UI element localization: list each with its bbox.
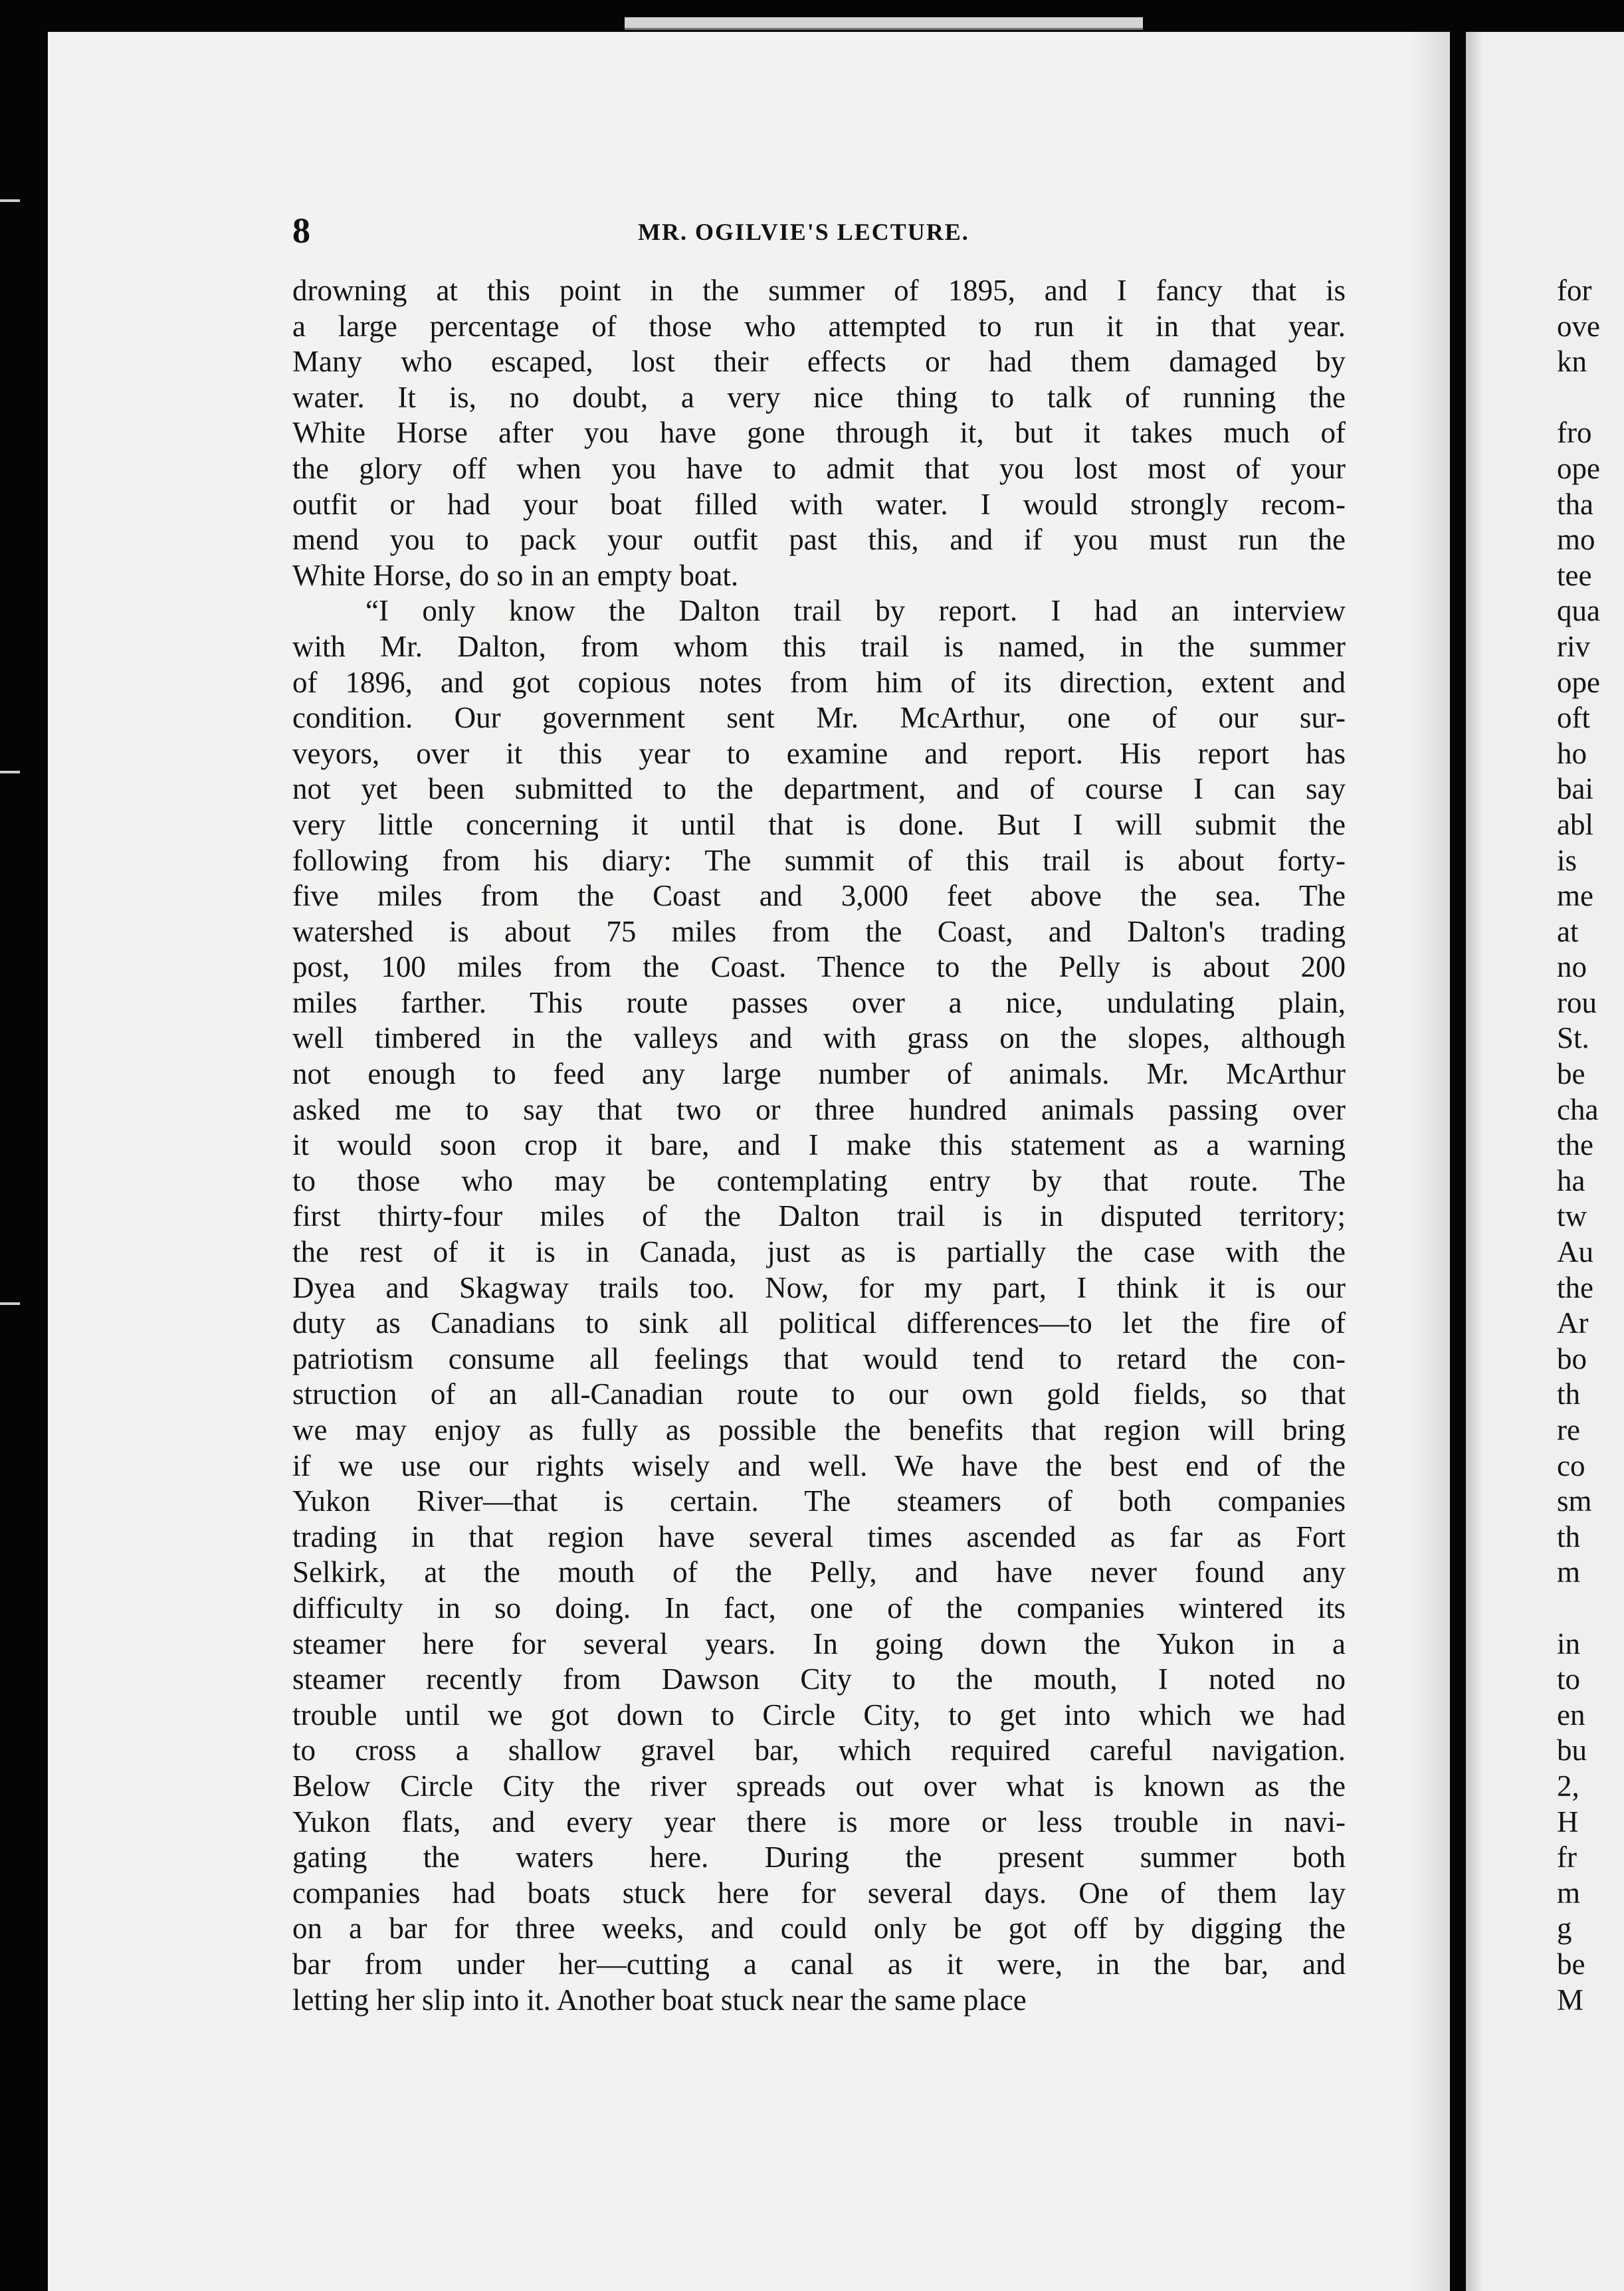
text-fragment: co (1557, 1448, 1585, 1482)
text-line: miles farther. This route passes over a nice, undulating plain, (292, 985, 1346, 1019)
text-fragment: tha (1557, 487, 1593, 521)
text-line: of 1896, and got copious notes from him of its direction, extent and (292, 665, 1346, 699)
text-fragment: H (1557, 1805, 1579, 1839)
text-line: the glory off when you have to admit that you lost most of your (292, 451, 1346, 485)
text-line: asked me to say that two or three hundred animals passing over (292, 1092, 1346, 1126)
text-fragment: bai (1557, 772, 1593, 806)
text-fragment: mo (1557, 523, 1595, 557)
text-line: on a bar for three weeks, and could only be got off by digging the (292, 1912, 1346, 1945)
text-line: patriotism consume all feelings that would tend to retard the con- (292, 1342, 1346, 1375)
text-fragment: en (1557, 1698, 1585, 1732)
text-fragment: the (1557, 1270, 1593, 1304)
text-line: struction of an all-Canadian route to our own gold fields, so that (292, 1377, 1346, 1411)
text-line: very little concerning it until that is done. But I will submit the (292, 807, 1346, 841)
text-fragment: Ar (1557, 1306, 1589, 1340)
text-fragment: the (1557, 1128, 1593, 1162)
text-fragment: cha (1557, 1092, 1599, 1126)
text-line: with Mr. Dalton, from whom this trail is named, in the summer (292, 629, 1346, 663)
page-number: 8 (292, 211, 310, 250)
text-fragment: tee (1557, 558, 1592, 592)
text-fragment: ho (1557, 736, 1587, 770)
text-fragment: g (1557, 1912, 1572, 1945)
text-line: Yukon flats, and every year there is more or less trouble in navi- (292, 1805, 1346, 1839)
page-header (292, 210, 1346, 250)
text-fragment: in (1557, 1627, 1581, 1660)
text-line: outfit or had your boat filled with water. I would strongly recom- (292, 487, 1346, 521)
text-fragment: fro (1557, 416, 1592, 450)
text-fragment: at (1557, 914, 1579, 948)
text-fragment: Au (1557, 1235, 1593, 1269)
text-fragment: me (1557, 879, 1593, 913)
text-fragment: ove (1557, 309, 1600, 343)
text-line: Many who escaped, lost their effects or had them damaged by (292, 345, 1346, 379)
text-line: to cross a shallow gravel bar, which required careful navigation. (292, 1734, 1346, 1767)
text-fragment: be (1557, 1057, 1585, 1091)
text-line: trading in that region have several times ascended as far as Fort (292, 1520, 1346, 1553)
text-line: it would soon crop it bare, and I make this statement as a warning (292, 1128, 1346, 1162)
text-line: if we use our rights wisely and well. We have the best end of the (292, 1448, 1346, 1482)
text-fragment: St. (1557, 1021, 1589, 1055)
text-line: watershed is about 75 miles from the Coast, and Dalton's trading (292, 914, 1346, 948)
text-line: the rest of it is in Canada, just as is partially the case with the (292, 1235, 1346, 1269)
text-line: Dyea and Skagway trails too. Now, for my part, I think it is our (292, 1270, 1346, 1304)
text-fragment: be (1557, 1947, 1585, 1981)
text-line: bar from under her—cutting a canal as it were, in the bar, and (292, 1947, 1346, 1981)
text-fragment: to (1557, 1662, 1581, 1696)
text-line: “I only know the Dalton trail by report. I had an interview (365, 594, 1346, 628)
text-fragment: tw (1557, 1199, 1587, 1233)
text-fragment: abl (1557, 807, 1593, 841)
text-fragment: riv (1557, 629, 1590, 663)
text-fragment: for (1557, 274, 1592, 307)
right-page-text (1557, 273, 1624, 2018)
margin-mark (0, 199, 20, 202)
margin-mark (0, 1302, 20, 1305)
text-line: trouble until we got down to Circle City, to get into which we had (292, 1698, 1346, 1732)
text-fragment: th (1557, 1377, 1581, 1411)
text-line: difficulty in so doing. In fact, one of the companies wintered its (292, 1591, 1346, 1625)
text-fragment: th (1557, 1520, 1581, 1553)
text-fragment: ha (1557, 1163, 1585, 1197)
text-fragment: re (1557, 1413, 1580, 1446)
margin-mark (0, 771, 20, 773)
text-line: not enough to feed any large number of animals. Mr. McArthur (292, 1057, 1346, 1091)
text-fragment: 2, (1557, 1769, 1579, 1803)
text-line: first thirty-four miles of the Dalton trail is in disputed territory; (292, 1199, 1346, 1233)
text-line: post, 100 miles from the Coast. Thence to the Pelly is about 200 (292, 950, 1346, 984)
text-fragment: m (1557, 1555, 1581, 1589)
text-fragment: is (1557, 843, 1577, 877)
text-line: condition. Our government sent Mr. McArthur, one of our sur- (292, 701, 1346, 735)
text-fragment: ope (1557, 665, 1600, 699)
text-line: veyors, over it this year to examine and report. His report has (292, 736, 1346, 770)
text-line: steamer here for several years. In going down the Yukon in a (292, 1627, 1346, 1660)
paragraph-gap (1557, 1591, 1624, 1627)
book-edge-top (625, 17, 1143, 30)
text-line: steamer recently from Dawson City to the mouth, I noted no (292, 1662, 1346, 1696)
text-line: following from his diary: The summit of this trail is about forty- (292, 843, 1346, 877)
text-line: well timbered in the valleys and with grass on the slopes, although (292, 1021, 1346, 1055)
paragraph-gap (1557, 380, 1624, 416)
text-fragment: qua (1557, 594, 1600, 628)
text-fragment: no (1557, 950, 1587, 984)
text-line: we may enjoy as fully as possible the benefits that region will bring (292, 1413, 1346, 1446)
left-page-text (292, 273, 1346, 2018)
text-fragment: sm (1557, 1484, 1592, 1518)
running-head: MR. OGILVIE'S LECTURE. (638, 219, 969, 245)
text-line: five miles from the Coast and 3,000 feet above the sea. The (292, 879, 1346, 913)
text-fragment: kn (1557, 345, 1587, 379)
text-line: Yukon River—that is certain. The steamers of both companies (292, 1484, 1346, 1518)
text-line: gating the waters here. During the present summer both (292, 1841, 1346, 1874)
text-fragment: M (1557, 1983, 1584, 2017)
text-line: companies had boats stuck here for several days. One of them lay (292, 1876, 1346, 1910)
text-line: White Horse after you have gone through it, but it takes much of (292, 416, 1346, 450)
text-fragment: bu (1557, 1734, 1587, 1767)
text-line: White Horse, do so in an empty boat. (292, 558, 739, 592)
text-line: to those who may be contemplating entry by that route. The (292, 1163, 1346, 1197)
text-line: water. It is, no doubt, a very nice thing to talk of running the (292, 380, 1346, 414)
text-fragment: fr (1557, 1841, 1577, 1874)
text-line: letting her slip into it. Another boat stuck near the same place (292, 1983, 1027, 2017)
text-line: Selkirk, at the mouth of the Pelly, and have never found any (292, 1555, 1346, 1589)
text-line: mend you to pack your outfit past this, and if you must run the (292, 523, 1346, 557)
text-line: drowning at this point in the summer of 1895, and I fancy that is (292, 274, 1346, 307)
text-line: duty as Canadians to sink all political differences—to let the fire of (292, 1306, 1346, 1340)
text-line: a large percentage of those who attempted to run it in that year. (292, 309, 1346, 343)
text-line: not yet been submitted to the department, and of course I can say (292, 772, 1346, 806)
text-line: Below Circle City the river spreads out over what is known as the (292, 1769, 1346, 1803)
text-fragment: ope (1557, 451, 1600, 485)
text-fragment: bo (1557, 1342, 1587, 1375)
text-fragment: oft (1557, 701, 1590, 735)
text-fragment: rou (1557, 985, 1597, 1019)
text-fragment: m (1557, 1876, 1581, 1910)
